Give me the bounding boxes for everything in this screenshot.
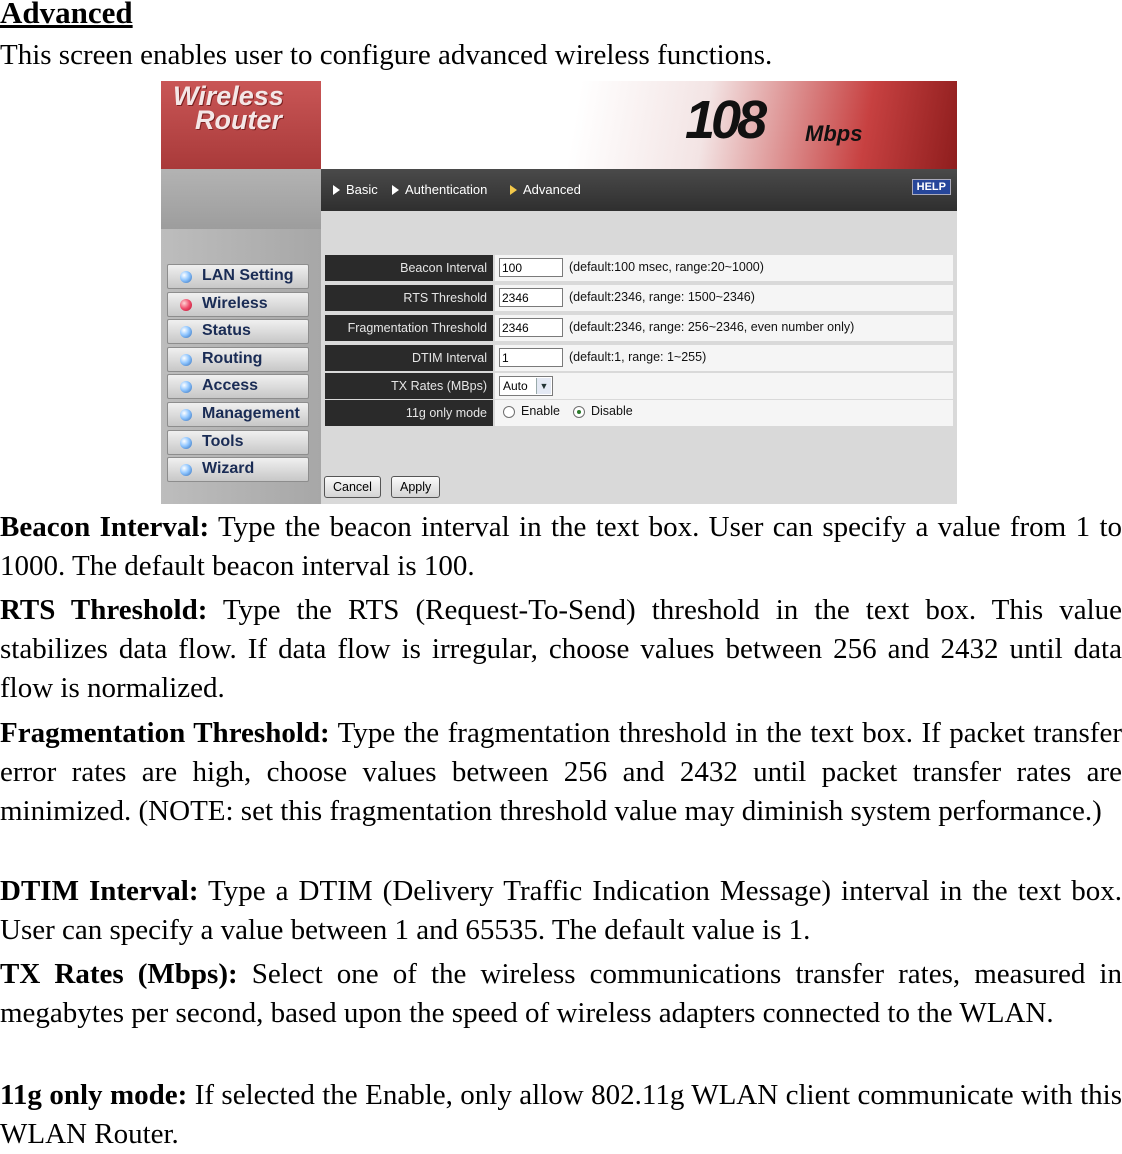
breadcrumb [321, 169, 957, 211]
field-value-cell [495, 315, 953, 341]
field-label: DTIM Interval [325, 345, 493, 371]
field-value-cell [495, 373, 953, 399]
speed-unit: Mbps [805, 121, 863, 146]
tab-label: Basic [346, 182, 378, 197]
bullet-icon [180, 437, 192, 449]
sidebar-nav [167, 264, 309, 485]
tx-rates-select[interactable] [499, 376, 553, 396]
chevron-down-icon: ▼ [536, 378, 551, 394]
sidebar-item-status[interactable] [167, 319, 309, 344]
field-hint: (default:2346, range: 256~2346, even number only) [569, 320, 855, 334]
field-value-cell [495, 400, 953, 426]
header-banner [321, 81, 957, 169]
disable-radio-label: Disable [591, 404, 633, 418]
desc-beacon-interval [0, 508, 1122, 586]
field-label: 11g only mode [325, 400, 493, 426]
field-value-cell [495, 255, 953, 281]
tab-authentication[interactable] [392, 182, 487, 197]
bullet-icon [180, 354, 192, 366]
disable-radio[interactable] [573, 406, 585, 418]
tab-label: Authentication [405, 182, 488, 197]
sidebar-item-label: Wireless [202, 294, 268, 312]
tab-advanced[interactable] [510, 182, 581, 197]
cancel-button[interactable]: Cancel [324, 476, 381, 498]
desc-term: TX Rates (Mbps): [0, 958, 238, 990]
field-label: RTS Threshold [325, 285, 493, 311]
fragmentation-threshold-input[interactable] [499, 318, 563, 337]
settings-form [321, 211, 957, 504]
desc-text: If selected the Enable, only allow 802.11g WLAN client communicate with this WLAN Router. [0, 1079, 1122, 1150]
field-hint: (default:100 msec, range:20~1000) [569, 260, 764, 274]
sidebar [161, 81, 321, 504]
beacon-interval-row [325, 255, 953, 281]
sidebar-item-label: Management [202, 404, 300, 422]
speed-logo: 108 [685, 90, 764, 150]
field-label: Fragmentation Threshold [325, 315, 493, 341]
desc-rts-threshold [0, 591, 1122, 708]
field-hint: (default:2346, range: 1500~2346) [569, 290, 755, 304]
field-label: Beacon Interval [325, 255, 493, 281]
desc-term: RTS Threshold: [0, 594, 208, 626]
desc-text: Type the RTS (Request-To-Send) threshold in the text box. This value stabilizes data flow. If data flow is irregular, choose values between 256 and 2432 until data flow is normalized. [0, 594, 1122, 704]
field-hint: (default:1, range: 1~255) [569, 350, 707, 364]
arrow-right-icon [392, 185, 399, 195]
brand-logo [161, 81, 321, 169]
enable-radio-label: Enable [521, 404, 560, 418]
sidebar-item-tools[interactable] [167, 430, 309, 455]
desc-term: Beacon Interval: [0, 511, 210, 543]
enable-radio[interactable] [503, 406, 515, 418]
tab-label: Advanced [523, 182, 581, 197]
sidebar-item-label: Tools [202, 432, 244, 450]
sidebar-item-label: LAN Setting [202, 267, 294, 284]
intro-text: This screen enables user to configure advanced wireless functions. [0, 39, 773, 71]
router-screenshot [161, 81, 957, 504]
rts-threshold-input[interactable] [499, 288, 563, 307]
sidebar-decoration [161, 169, 321, 229]
apply-button[interactable]: Apply [391, 476, 440, 498]
sidebar-item-label: Wizard [202, 460, 255, 478]
sidebar-item-access[interactable] [167, 374, 309, 399]
select-value: Auto [503, 379, 528, 393]
dtim-interval-row [325, 345, 953, 371]
fragmentation-threshold-row [325, 315, 953, 341]
11g-only-mode-row [325, 400, 953, 426]
bullet-icon [180, 409, 192, 421]
brand-line1: Wireless [173, 81, 284, 111]
sidebar-item-label: Routing [202, 349, 263, 367]
arrow-right-icon [333, 185, 340, 195]
bullet-icon [180, 271, 192, 283]
desc-text: Type a DTIM (Delivery Traffic Indication Message) interval in the text box. User can specify a value between 1 and 65535. The default value is 1. [0, 875, 1122, 946]
sidebar-item-routing[interactable] [167, 347, 309, 372]
desc-fragmentation-threshold [0, 714, 1122, 831]
tab-basic[interactable] [333, 182, 378, 197]
sidebar-item-label: Status [202, 322, 251, 340]
desc-text: Select one of the wireless communications transfer rates, measured in megabytes per second, based upon the speed of wireless adapters connected to the WLAN. [0, 958, 1122, 1029]
desc-11g-only-mode [0, 1076, 1122, 1154]
desc-dtim-interval [0, 872, 1122, 950]
sidebar-item-wizard[interactable] [167, 457, 309, 482]
page-title: Advanced [0, 0, 133, 30]
field-value-cell [495, 345, 953, 371]
desc-tx-rates [0, 955, 1122, 1033]
desc-term: 11g only mode: [0, 1079, 188, 1111]
desc-text: Type the beacon interval in the text box. User can specify a value from 1 to 1000. The default beacon interval is 100. [0, 511, 1122, 582]
sidebar-item-lan-setting[interactable] [167, 264, 309, 289]
bullet-icon [180, 381, 192, 393]
help-button[interactable]: HELP [912, 179, 951, 195]
desc-text: Type the fragmentation threshold in the text box. If packet transfer error rates are high, choose values between 256 and 2432 until packet transfer rates are minimized. (NOTE: set this fragmentation threshold value may diminish system performance.) [0, 717, 1122, 827]
bullet-active-icon [180, 299, 192, 311]
sidebar-item-label: Access [202, 377, 259, 395]
desc-term: Fragmentation Threshold: [0, 717, 330, 749]
tx-rates-row [325, 373, 953, 399]
arrow-right-icon [510, 185, 517, 195]
brand-line2: Router [195, 105, 282, 135]
dtim-interval-input[interactable] [499, 348, 563, 367]
field-value-cell [495, 285, 953, 311]
bullet-icon [180, 464, 192, 476]
field-label: TX Rates (MBps) [325, 373, 493, 399]
desc-term: DTIM Interval: [0, 875, 199, 907]
beacon-interval-input[interactable] [499, 258, 563, 277]
rts-threshold-row [325, 285, 953, 311]
sidebar-item-wireless[interactable] [167, 292, 309, 317]
sidebar-item-management[interactable] [167, 402, 309, 427]
bullet-icon [180, 326, 192, 338]
